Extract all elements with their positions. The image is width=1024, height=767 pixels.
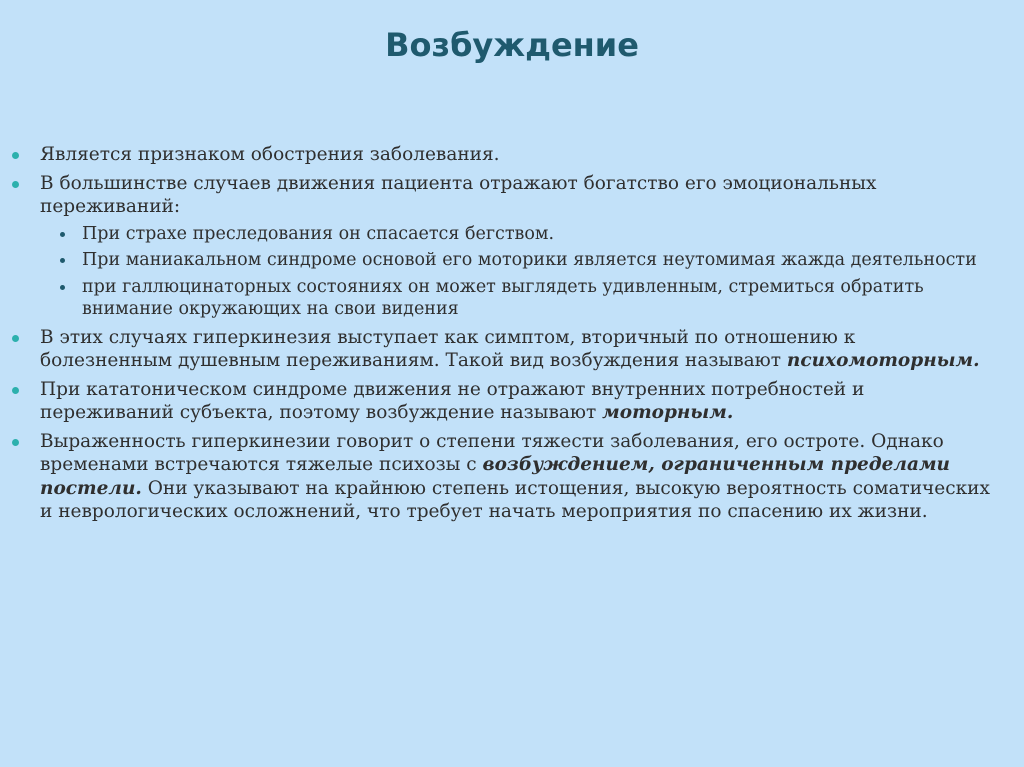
emphasis-term: моторным. — [602, 402, 734, 423]
slide-title: Возбуждение — [385, 26, 639, 64]
sub-bullet-item — [82, 249, 990, 272]
bullet-list — [40, 143, 990, 524]
sub-bullet-text: При маниакальном синдроме основой его моторики является неутомимая жажда деятельности — [82, 250, 977, 270]
bullet-text: Выраженность гиперкинезии говорит о степени тяжести заболевания, его остроте. Однако временами встречаются тяжелые психозы с — [40, 430, 944, 475]
bullet-dot-icon — [12, 152, 19, 159]
bullet-text: В этих случаях гиперкинезия выступает как симптом, вторичный по отношению к болезненным душевным переживаниям. Такой вид возбуждения называют — [40, 326, 856, 371]
emphasis-term: психомоторным. — [786, 350, 980, 371]
bullet-dot-icon — [12, 335, 19, 342]
bullet-text-continued: Они указывают на крайнюю степень истощения, высокую вероятность соматических и неврологических осложнений, что требует начать мероприятия по спасению их жизни. — [40, 477, 990, 522]
bullet-dot-icon — [12, 439, 19, 446]
bullet-dot-icon — [12, 387, 19, 394]
bullet-dot-icon — [12, 181, 19, 188]
bullet-item — [40, 378, 990, 425]
bullet-item — [40, 430, 990, 524]
sub-bullet-text: При страхе преследования он спасается бегством. — [82, 223, 555, 244]
bullet-item — [40, 143, 990, 167]
sub-bullet-item — [82, 223, 990, 246]
bullet-text: При кататоническом синдроме движения не отражают внутренних потребностей и переживаний субъекта, поэтому возбуждение называют — [40, 378, 865, 423]
bullet-item — [40, 326, 990, 373]
bullet-text: В большинстве случаев движения пациента отражают богатство его эмоциональных переживаний: — [40, 172, 877, 217]
bullet-text: Является признаком обострения заболевания. — [40, 144, 500, 165]
sub-bullet-dot-icon — [60, 232, 65, 237]
bullet-item — [40, 172, 990, 219]
sub-bullet-item — [82, 276, 990, 321]
sub-bullet-dot-icon — [60, 285, 65, 290]
sub-bullet-dot-icon — [60, 258, 65, 263]
emphasis-term: возбуждением, ограниченным пределами постели. — [40, 454, 950, 499]
sub-bullet-text: при галлюцинаторных состояниях он может выглядеть удивленным, стремиться обратить внимание окружающих на свои видения — [82, 276, 924, 319]
